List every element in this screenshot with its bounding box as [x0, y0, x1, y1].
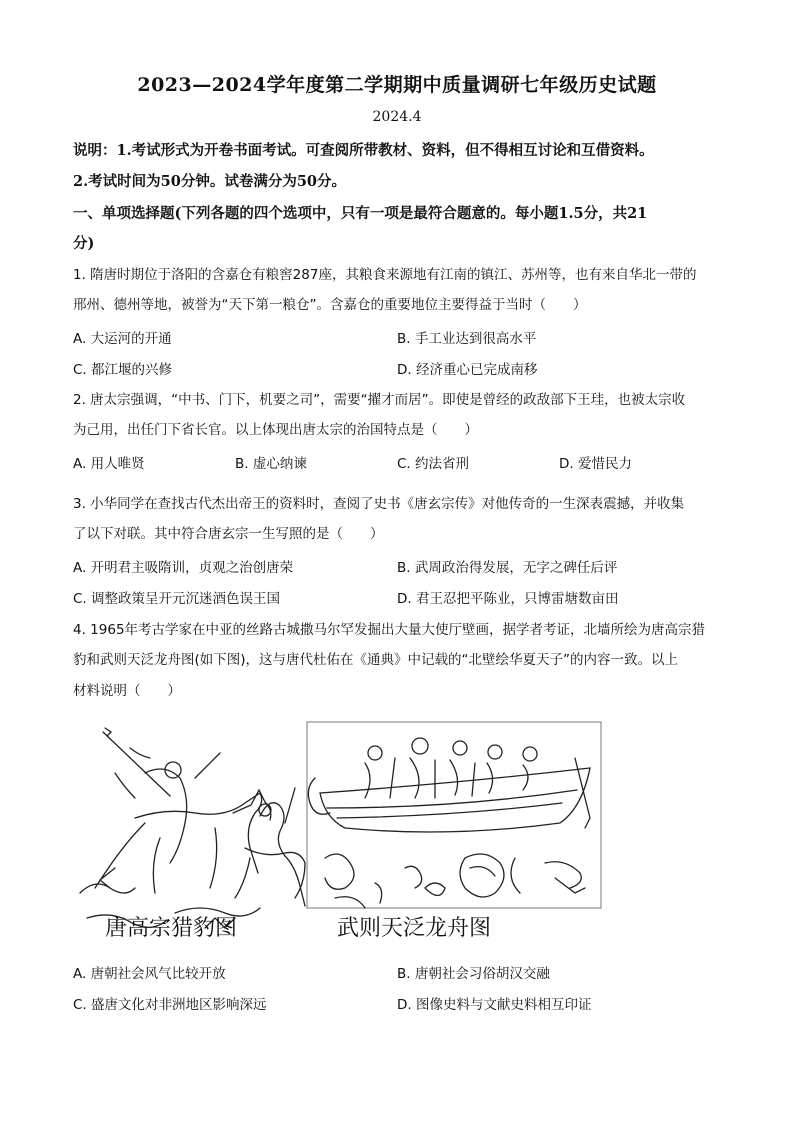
question-4-text: 豹和武则天泛龙舟图(如下图)，这与唐代杜佑在《通典》中记载的“北壁绘华夏天子”的内容一致。以上	[73, 652, 679, 668]
hunting-scene-drawing	[80, 728, 305, 928]
section-heading: 一、单项选择题(下列各题的四个选项中，只有一项是最符合题意的。每小题1.5分，共21	[73, 205, 648, 222]
instruction-line-1: 说明：1.考试形式为开卷书面考试。可查阅所带教材、资料，但不得相互讨论和互借资料。	[73, 142, 654, 159]
mural-figure	[75, 718, 605, 950]
question-2-text: 2. 唐太宗强调，“中书、门下，机要之司”，需要“擢才而居”。即使是曾经的政敌部下王珪，也被太宗收	[73, 392, 686, 408]
question-2-text: 为己用，出任门下省长官。以上体现出唐太宗的治国特点是（ ）	[73, 422, 478, 438]
question-3-text: 3. 小华同学在查找古代杰出帝王的资料时，查阅了史书《唐玄宗传》对他传奇的一生深表震撼，并收集	[73, 496, 685, 512]
instruction-line-2: 2.考试时间为50分钟。试卷满分为50分。	[73, 173, 346, 190]
question-1-option-a[interactable]: A. 大运河的开通	[73, 331, 172, 347]
question-1-option-b[interactable]: B. 手工业达到很高水平	[397, 331, 537, 347]
question-4-text: 4. 1965年考古学家在中亚的丝路古城撒马尔罕发掘出大量大使厅壁画，据学者考证，北墙所绘为唐高宗猎	[73, 622, 706, 638]
question-1-text: 1. 隋唐时期位于洛阳的含嘉仓有粮窖287座，其粮食来源地有江南的镇江、苏州等，也有来自华北一带的	[73, 267, 697, 283]
question-3-option-b[interactable]: B. 武周政治得发展，无字之碑任后评	[397, 560, 618, 576]
section-heading-cont: 分)	[73, 235, 95, 252]
exam-title: 2023—2024学年度第二学期期中质量调研七年级历史试题	[137, 74, 657, 96]
question-4-option-a[interactable]: A. 唐朝社会风气比较开放	[73, 966, 226, 982]
question-1-option-c[interactable]: C. 都江堰的兴修	[73, 362, 173, 378]
figure-caption-right: 武则天泛龙舟图	[337, 916, 492, 941]
question-4-option-b[interactable]: B. 唐朝社会习俗胡汉交融	[397, 966, 550, 982]
question-1-text: 邢州、德州等地，被誉为“天下第一粮仓”。含嘉仓的重要地位主要得益于当时（ ）	[73, 297, 587, 313]
question-3-option-d[interactable]: D. 君王忍把平陈业，只博雷塘数亩田	[397, 591, 619, 607]
question-3-option-c[interactable]: C. 调整政策呈开元沉迷酒色误王国	[73, 591, 281, 607]
question-4-option-d[interactable]: D. 图像史料与文献史料相互印证	[397, 997, 592, 1013]
question-4-option-c[interactable]: C. 盛唐文化对非洲地区影响深远	[73, 997, 267, 1013]
question-2-option-b[interactable]: B. 虚心纳谏	[235, 456, 307, 472]
question-2-option-d[interactable]: D. 爱惜民力	[559, 456, 632, 472]
question-2-option-c[interactable]: C. 约法省刑	[397, 456, 470, 472]
exam-date: 2024.4	[372, 109, 422, 125]
question-3-option-a[interactable]: A. 开明君主吸隋训，贞观之治创唐荣	[73, 560, 294, 576]
question-2-option-a[interactable]: A. 用人唯贤	[73, 456, 145, 472]
dragon-boat-scene-drawing	[307, 722, 601, 908]
question-3-text: 了以下对联。其中符合唐玄宗一生写照的是（ ）	[73, 526, 384, 542]
question-1-option-d[interactable]: D. 经济重心已完成南移	[397, 362, 538, 378]
question-4-text: 材料说明（ ）	[73, 683, 181, 699]
figure-caption-left: 唐高宗猎豹图	[105, 916, 238, 941]
